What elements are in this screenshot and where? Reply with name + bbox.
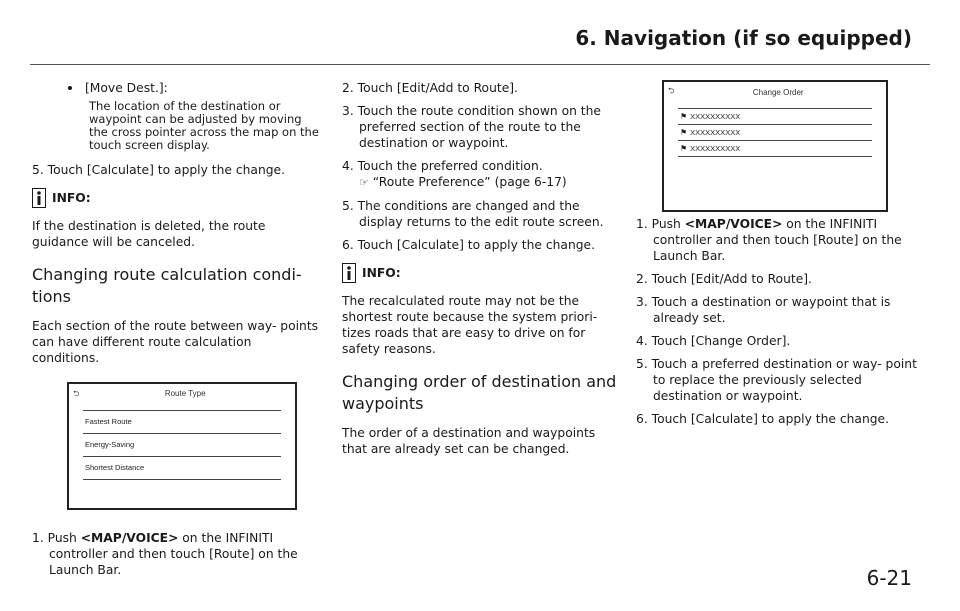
header-rule [30, 64, 930, 65]
right-step-2: 2. Touch [Edit/Add to Route]. [636, 272, 812, 286]
back-icon[interactable]: ⮌ [73, 389, 80, 398]
change-order-screen [662, 80, 888, 212]
left-step-1-key: <MAP/VOICE> [80, 531, 179, 545]
left-step-1 [32, 530, 322, 578]
left-step-1-prefix: 1. Push [32, 531, 81, 545]
destination-flag-icon: ⚑ [680, 112, 688, 121]
mid-step-6: 6. Touch [Calculate] to apply the change. [342, 238, 596, 252]
info-block-middle [342, 263, 620, 283]
info-text-middle: The recalculated route may not be the shortest route because the system priori- tizes roads that are easy to drive on for safety reasons. [342, 294, 598, 356]
waypoint-flag-icon: ⚑ [680, 128, 688, 137]
change-order-intro: The order of a destination and waypoints that are already set can be changed. [342, 426, 596, 456]
mid-step-3: 3. Touch the route condition shown on the preferred section of the route to the destination or waypoint. [342, 104, 601, 150]
move-dest-description: The location of the destination or waypoint can be adjusted by moving the cross pointer across the map on the touch screen display. [89, 99, 319, 152]
info-icon [32, 188, 46, 208]
right-step-4: 4. Touch [Change Order]. [636, 334, 791, 348]
info-label-middle: INFO: [362, 266, 401, 280]
change-order-item-waypoint-1[interactable] [678, 141, 872, 157]
right-step-5: 5. Touch a preferred destination or way- point to replace the previously selected destination or waypoint. [636, 357, 917, 403]
info-label-left: INFO: [52, 191, 91, 205]
route-conditions-intro: Each section of the route between way- points can have different route calculation conditions. [32, 319, 319, 365]
right-step-1 [636, 216, 918, 264]
change-order-titlebar [664, 82, 886, 102]
info-icon [342, 263, 356, 283]
route-type-titlebar [69, 384, 295, 404]
route-preference-ref [342, 174, 620, 191]
route-preference-ref-text: “Route Preference” (page 6-17) [372, 175, 567, 189]
change-order-heading: Changing order of destination and waypoints [342, 372, 617, 413]
info-text-left: If the destination is deleted, the route guidance will be canceled. [32, 219, 266, 249]
change-order-item-destination[interactable] [678, 109, 872, 125]
right-step-6: 6. Touch [Calculate] to apply the change. [636, 412, 890, 426]
route-type-title: Route Type [164, 389, 206, 398]
mid-step-2: 2. Touch [Edit/Add to Route]. [342, 81, 518, 95]
info-block-left [32, 188, 322, 208]
waypoint-flag-icon: ⚑ [680, 144, 688, 153]
route-type-item-shortest[interactable]: Shortest Distance [83, 457, 281, 480]
reference-icon: ☞ [359, 176, 369, 189]
left-column [32, 80, 322, 585]
route-conditions-heading: Changing route calculation condi- tions [32, 265, 302, 306]
right-step-1-key: <MAP/VOICE> [684, 217, 783, 231]
right-step-1-suffix: on the INFINITI controller and then touch [Route] on the Launch Bar. [653, 217, 902, 263]
route-type-list [83, 410, 281, 480]
change-order-item-label: XXXXXXXXXX [690, 144, 741, 153]
right-step-3: 3. Touch a destination or waypoint that is already set. [636, 295, 891, 325]
change-order-title: Change Order [752, 87, 804, 97]
change-order-item-waypoint-2[interactable] [678, 125, 872, 141]
right-column [636, 216, 918, 434]
mid-step-4: 4. Touch the preferred condition. [342, 159, 543, 173]
middle-column [342, 80, 620, 457]
change-order-item-label: XXXXXXXXXX [690, 128, 741, 137]
left-step-1-suffix: on the INFINITI controller and then touch [Route] on the Launch Bar. [49, 531, 298, 577]
mid-step-5: 5. The conditions are changed and the display returns to the edit route screen. [342, 199, 604, 229]
page-number: 6-21 [866, 566, 912, 590]
change-order-list [678, 108, 872, 157]
route-type-item-energy[interactable]: Energy-Saving [83, 434, 281, 457]
move-dest-bullet: [Move Dest.]: [32, 80, 322, 96]
right-step-1-prefix: 1. Push [636, 217, 685, 231]
route-type-screen [67, 382, 297, 510]
left-step-5: 5. Touch [Calculate] to apply the change. [32, 163, 286, 177]
route-type-item-fastest[interactable]: Fastest Route [83, 411, 281, 434]
change-order-item-label: XXXXXXXXXX [690, 112, 741, 121]
back-icon[interactable]: ⮌ [668, 86, 675, 95]
page-header: 6. Navigation (if so equipped) [575, 26, 912, 50]
